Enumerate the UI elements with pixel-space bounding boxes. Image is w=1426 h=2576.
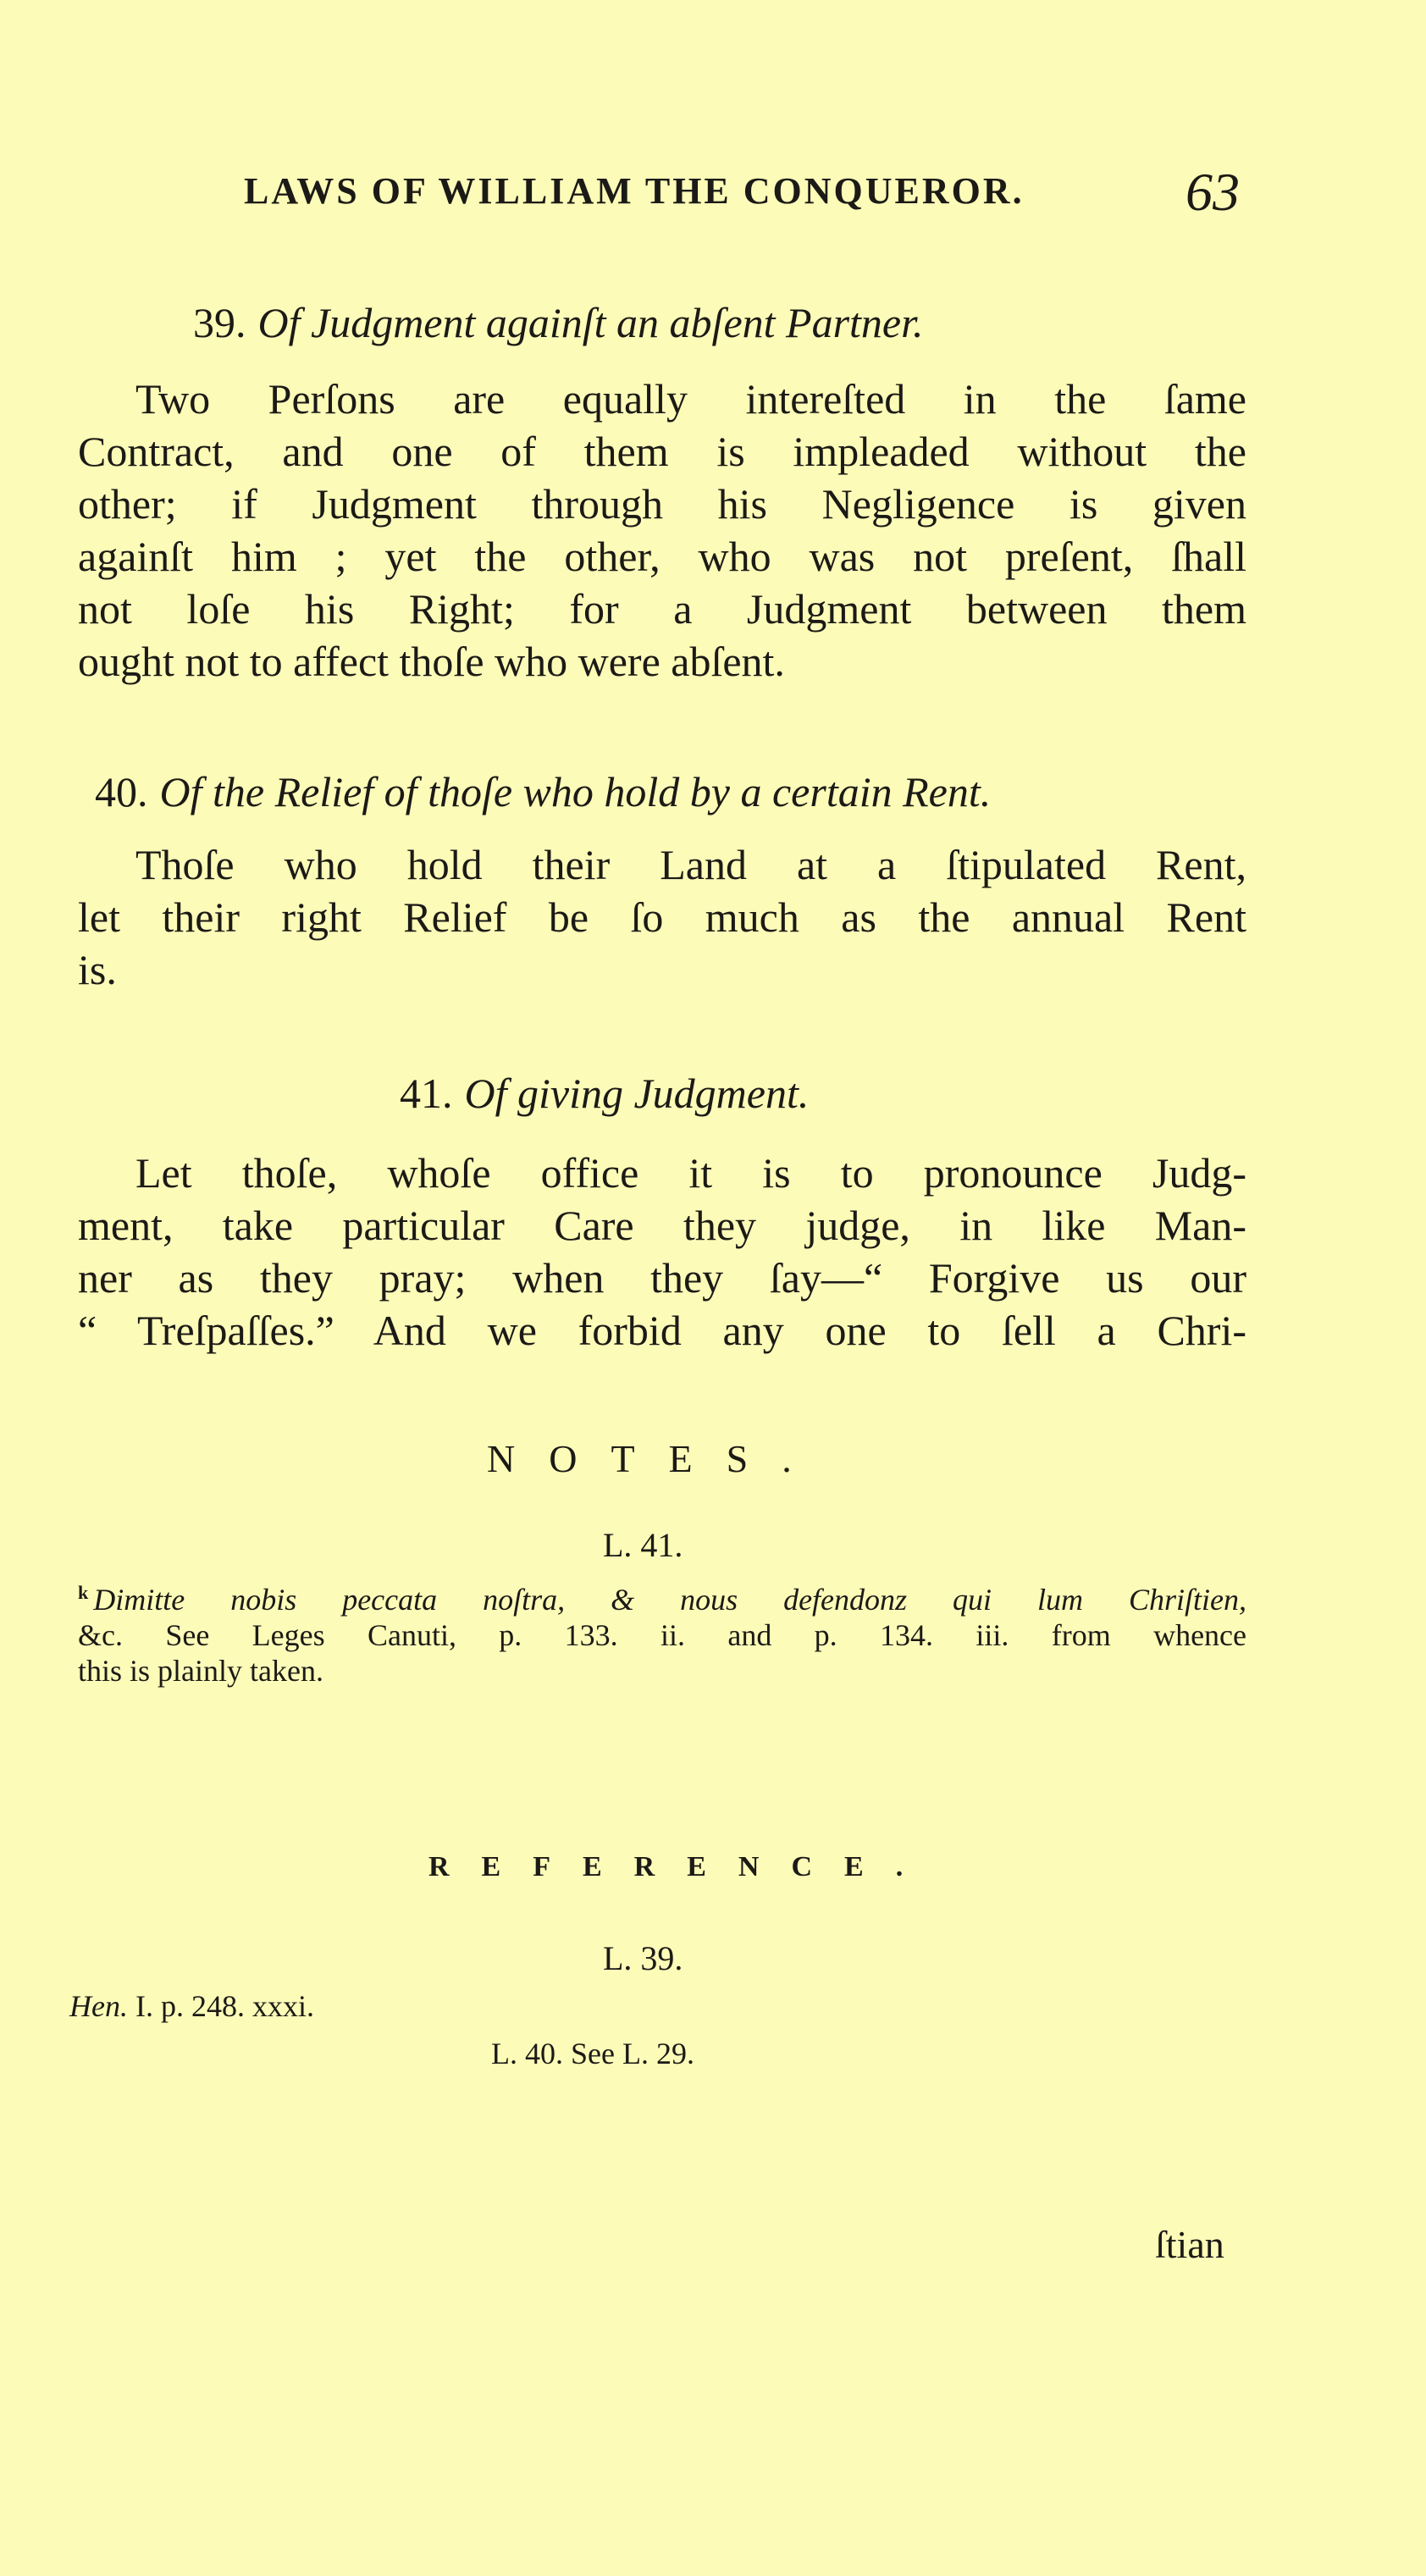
- section-body-40: [78, 838, 1246, 996]
- text-line: Let thoſe, whoſe office it is to pronounce Judg-: [135, 1149, 1246, 1197]
- section-title: Of Judgment againſt an abſent Partner.: [257, 299, 924, 346]
- reference-heading: REFERENCE.: [428, 1851, 936, 1882]
- note-line: &c. See Leges Canuti, p. 133. ii. and p. 134. iii. from whence: [78, 1618, 1246, 1652]
- text-line: againſt him ; yet the other, who was not preſent, ſhall: [78, 533, 1246, 580]
- text-line: let their right Relief be ſo much as the annual Rent: [78, 893, 1246, 941]
- section-body-41: [78, 1147, 1246, 1357]
- running-head: LAWS OF WILLIAM THE CONQUEROR.: [244, 170, 1025, 212]
- note-line: this is plainly taken.: [78, 1654, 323, 1688]
- text-line: Thoſe who hold their Land at a ſtipulated Rent,: [135, 841, 1246, 888]
- section-body-39: [78, 373, 1246, 688]
- reference-subheading: L. 39.: [603, 1939, 683, 1977]
- text-line: “ Treſpaſſes.” And we forbid any one to ſell a Chri-: [78, 1307, 1246, 1354]
- section-heading-39: [193, 298, 924, 347]
- note-marker: k: [78, 1582, 89, 1603]
- section-number: 40.: [95, 768, 148, 815]
- text-line: Two Perſons are equally intereſted in the ſame: [135, 375, 1246, 423]
- reference-italic: Hen.: [69, 1989, 128, 2023]
- section-title: Of giving Judgment.: [464, 1070, 810, 1117]
- text-line: Contract, and one of them is impleaded without the: [78, 428, 1246, 475]
- section-heading-40: [95, 767, 991, 816]
- reference-entry: [69, 1988, 314, 2024]
- section-number: 41.: [400, 1070, 453, 1117]
- reference-text: I. p. 248. xxxi.: [135, 1989, 314, 2023]
- text-line: ought not to affect thoſe who were abſent.: [78, 638, 785, 685]
- page-number: 63: [1186, 162, 1240, 222]
- notes-subheading: L. 41.: [603, 1526, 683, 1564]
- note-italic-text: Dimitte nobis peccata noſtra, & nous defendonz qui lum Chriſtien,: [93, 1583, 1246, 1617]
- notes-heading: NOTES.: [487, 1437, 826, 1480]
- catchword: ſtian: [1155, 2223, 1224, 2266]
- section-number: 39.: [193, 299, 246, 346]
- reference-entry: L. 40. See L. 29.: [491, 2037, 694, 2070]
- text-line: ment, take particular Care they judge, in like Man-: [78, 1202, 1246, 1249]
- section-heading-41: [400, 1069, 809, 1118]
- section-title: Of the Relief of thoſe who hold by a certain Rent.: [159, 768, 992, 815]
- note-line: [78, 1575, 1246, 1617]
- text-line: other; if Judgment through his Negligence is given: [78, 480, 1246, 528]
- note-body: [78, 1575, 1246, 1689]
- text-line: ner as they pray; when they ſay—“ Forgive us our: [78, 1254, 1246, 1302]
- text-line: is.: [78, 946, 117, 993]
- text-line: not loſe his Right; for a Judgment between them: [78, 585, 1246, 633]
